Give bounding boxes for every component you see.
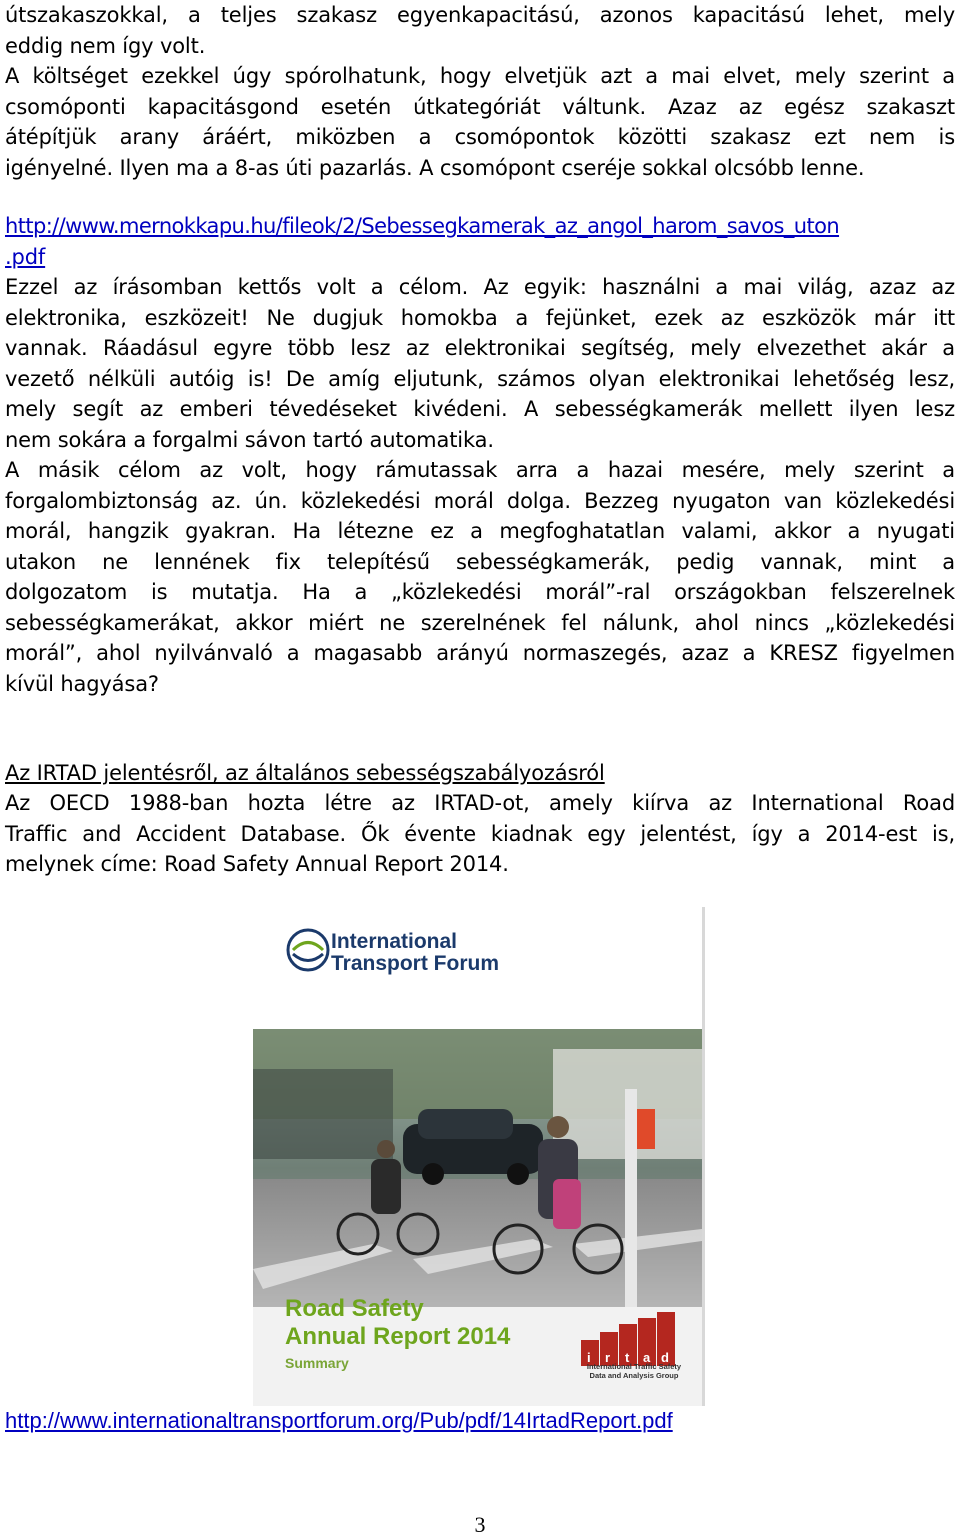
text-line: A másik célom az volt, hogy rámutassak arra a hazai mesére, mely szerint a — [5, 458, 955, 482]
text-line: utakon ne lennének fix telepítésű sebességkamerák, pedig vannak, mint a — [5, 549, 955, 574]
itf-report-link[interactable]: http://www.internationaltransportforum.org/Pub/pdf/14IrtadReport.pdf — [5, 1408, 673, 1433]
text-line: útszakaszokkal, a teljes szakasz egyenkapacitású, azonos kapacitású lehet, mely — [5, 3, 955, 27]
irtad-letter: i — [587, 1350, 591, 1365]
report-title-line: Annual Report 2014 — [285, 1323, 511, 1350]
text-line: nem sokára a forgalmi sávon tartó automatika. — [5, 427, 494, 452]
text-line: eddig nem így volt. — [5, 33, 206, 58]
heading-text: Az IRTAD jelentésről, az általános sebességszabályozásról — [5, 761, 605, 785]
itf-title-line: International — [331, 930, 458, 953]
text-line: forgalombiztonság az. ún. közlekedési morál dolga. Bezzeg nyugaton van közlekedési — [5, 488, 955, 513]
irtad-letter: a — [643, 1350, 651, 1365]
street-photo — [253, 1029, 702, 1307]
itf-logo-icon — [285, 927, 331, 973]
irtad-letter: d — [661, 1350, 669, 1365]
irtad-caption: International Traffic Safety Data and Analysis Group — [586, 1362, 682, 1380]
link-line[interactable]: .pdf — [5, 244, 46, 269]
text-line: kívül hagyása? — [5, 671, 159, 696]
mernokkapu-link[interactable] — [5, 211, 955, 272]
text-line: mely segít az emberi tévedéseket kivédeni. A sebességkamerák mellett ilyen lesz — [5, 397, 955, 421]
paragraph-intro — [5, 0, 955, 183]
report-title — [285, 1295, 510, 1351]
text-line: A költséget ezekkel úgy spórolhatunk, hogy elvetjük azt a mai elvet, mely szerint a — [5, 64, 955, 88]
text-line: igényelné. Ilyen ma a 8-as úti pazarlás. A csomópont cseréje sokkal olcsóbb lenne. — [5, 155, 865, 180]
itf-title — [331, 931, 499, 975]
report-cover-image — [253, 907, 705, 1406]
irtad-letter: r — [605, 1350, 611, 1365]
text-line: Ezzel az írásomban kettős volt a célom. Az egyik: használni a mai világ, azaz az — [5, 275, 955, 299]
text-line: vannak. Ráadásul egyre több lesz az elektronikai segítség, mely elvezethet akár a — [5, 336, 955, 360]
text-line: átépítjük arany áráért, miközben a csomópontok közötti szakasz ezt nem is — [5, 125, 955, 149]
text-line: vezető nélküli autóig is! De amíg eljutunk, számos olyan elektronikai lehetőség lesz, — [5, 366, 955, 391]
text-line: dolgozatom is mutatja. Ha a „közlekedési morál”-ral országokban felszerelnek — [5, 580, 955, 604]
text-line: melynek címe: Road Safety Annual Report 2014. — [5, 852, 509, 876]
irtad-letter: t — [625, 1350, 630, 1365]
paragraph-goals — [5, 272, 955, 699]
itf-title-line: Transport Forum — [331, 952, 500, 975]
text-line: Az OECD 1988-ban hozta létre az IRTAD-ot, amely kiírva az International Road — [5, 791, 955, 815]
text-line: morál, hangzik gyakran. Ha létezne ez a megfoghatatlan valami, akkor a nyugati — [5, 519, 955, 543]
text-line: Traffic and Accident Database. Ők évente kiadnak egy jelentést, így a 2014-est is, — [5, 821, 955, 846]
section-heading — [5, 758, 955, 789]
report-subtitle: Summary — [285, 1355, 349, 1371]
link-line[interactable]: http://www.mernokkapu.hu/fileok/2/Sebessegkamerak_az_angol_harom_savos_uton — [5, 214, 840, 238]
text-line: morál”, ahol nyilvánvaló a magasabb arányú normaszegés, azaz a KRESZ figyelmen — [5, 641, 955, 665]
page-number: 3 — [474, 1512, 486, 1537]
text-line: csomóponti kapacitásgond esetén útkategóriát váltunk. Azaz az egész szakaszt — [5, 94, 955, 119]
paragraph-irtad — [5, 788, 955, 880]
report-title-line: Road Safety — [285, 1295, 424, 1322]
text-line: elektronika, eszközeit! Ne dugjuk homokba a fejünket, ezek az eszközök már itt — [5, 305, 955, 330]
text-line: sebességkamerákat, akkor miért ne szerelnének fel nálunk, ahol nincs „közlekedési — [5, 610, 955, 635]
